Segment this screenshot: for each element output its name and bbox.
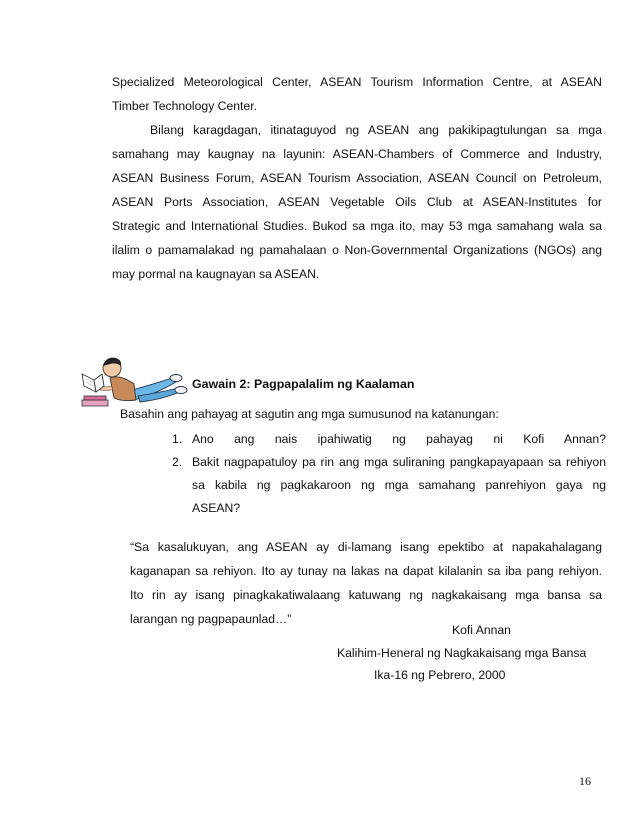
text-line: ASEAN?	[192, 501, 241, 515]
text-line: ilalim o pamamalakad ng pamahalaan o Non-Governmental Organizations (NGOs) ang	[112, 243, 602, 257]
text-line: Bilang karagdagan, itinataguyod ng ASEAN ang pakikipagtulungan sa mga	[150, 123, 602, 137]
text-line: Strategic and International Studies. Bukod sa mga ito, may 53 mga samahang wala sa	[112, 219, 602, 233]
top-paragraph	[112, 70, 602, 118]
text-line: Ito rin ay isang pinagkakatiwalaang katuwang ng nagkakaisang mga bansa sa	[130, 588, 602, 602]
question-1	[172, 428, 606, 452]
text-line: samahang may kaugnay na layunin: ASEAN-Chambers of Commerce and Industry,	[112, 147, 602, 161]
question-text	[192, 428, 606, 451]
quote-date: Ika-16 ng Pebrero, 2000	[374, 668, 506, 682]
asean-partners-paragraph	[112, 118, 602, 286]
kofi-annan-quote	[130, 535, 602, 631]
text-line: Specialized Meteorological Center, ASEAN Tourism Information Centre, at ASEAN	[112, 75, 602, 89]
text-line: kaganapan sa rehiyon. Ito ay tunay na lakas na dapat kilalanin sa iba pang rehiyon.	[130, 564, 602, 578]
text-line: Ano ang nais ipahiwatig ng pahayag ni Kofi Annan?	[192, 432, 606, 446]
text-line: Bakit nagpapatuloy pa rin ang mga suliraning pangkapayapaan sa rehiyon	[192, 455, 606, 469]
text-line: ASEAN Business Forum, ASEAN Tourism Association, ASEAN Council on Petroleum,	[112, 171, 602, 185]
activity-title: Gawain 2: Pagpapalalim ng Kaalaman	[192, 377, 415, 391]
activity-instruction: Basahin ang pahayag at sagutin ang mga sumusunod na katanungan:	[120, 407, 499, 421]
question-number: 2.	[172, 455, 183, 469]
quote-author: Kofi Annan	[452, 623, 511, 637]
text-line: larangan ng pagpapaunlad…”	[130, 612, 292, 626]
text-line: ASEAN Ports Association, ASEAN Vegetable Oils Club at ASEAN-Institutes for	[112, 195, 602, 209]
question-number: 1.	[172, 432, 183, 446]
text-line: Timber Technology Center.	[112, 99, 257, 113]
boy-reading-book-icon	[72, 344, 190, 414]
quote-author-position: Kalihim-Heneral ng Nagkakaisang mga Bansa	[337, 646, 587, 660]
question-2	[172, 451, 606, 523]
text-line: sa kabila ng pagkakaroon ng mga samahang panrehiyon gaya ng	[192, 478, 606, 492]
text-line: may pormal na kaugnayan sa ASEAN.	[112, 267, 320, 281]
page-number: 16	[579, 774, 591, 788]
text-line: “Sa kasalukuyan, ang ASEAN ay di-lamang isang epektibo at napakahalagang	[130, 540, 602, 554]
question-text	[192, 451, 606, 520]
